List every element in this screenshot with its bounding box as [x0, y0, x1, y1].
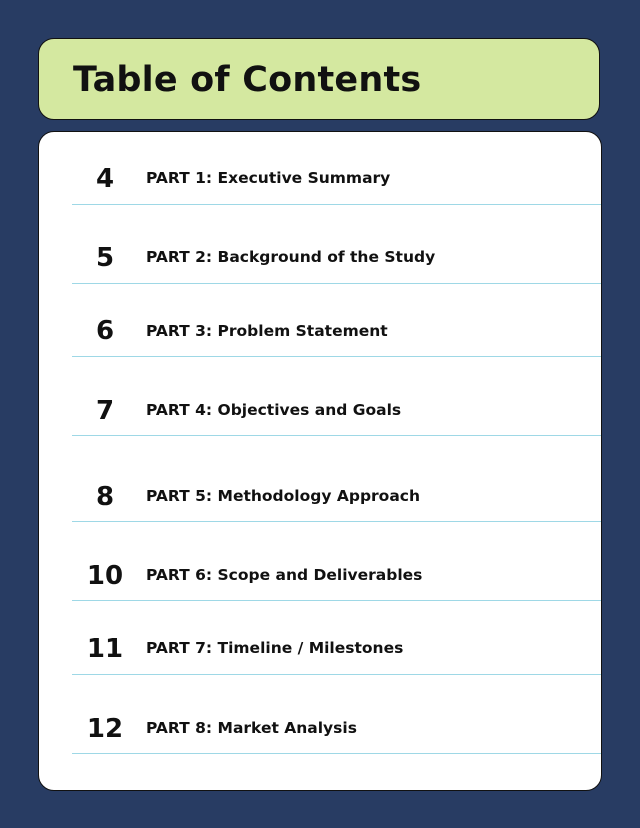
toc-page-number: 10	[86, 561, 124, 591]
toc-item-label: PART 2: Background of the Study	[146, 248, 436, 266]
toc-item-label: PART 8: Market Analysis	[146, 719, 357, 737]
toc-item-label: PART 5: Methodology Approach	[146, 487, 421, 505]
toc-page-number: 12	[86, 714, 124, 744]
toc-page-number: 4	[95, 164, 115, 194]
toc-divider	[72, 435, 601, 436]
header-banner	[38, 38, 600, 120]
toc-card	[38, 131, 602, 791]
toc-page-number: 7	[95, 396, 115, 426]
toc-divider	[72, 674, 601, 675]
toc-divider	[72, 600, 601, 601]
toc-item-label: PART 4: Objectives and Goals	[146, 401, 402, 419]
toc-page-number: 6	[95, 316, 115, 346]
toc-item-label: PART 7: Timeline / Milestones	[146, 639, 404, 657]
toc-page-number: 5	[95, 243, 115, 273]
toc-item-label: PART 3: Problem Statement	[146, 322, 388, 340]
toc-divider	[72, 204, 601, 205]
toc-divider	[72, 521, 601, 522]
toc-divider	[72, 283, 601, 284]
toc-page-number: 8	[95, 482, 115, 512]
toc-item-label: PART 1: Executive Summary	[146, 169, 391, 187]
page-title: Table of Contents	[73, 60, 422, 100]
toc-page-number: 11	[86, 634, 124, 664]
toc-item-label: PART 6: Scope and Deliverables	[146, 566, 423, 584]
toc-divider	[72, 356, 601, 357]
toc-divider	[72, 753, 601, 754]
